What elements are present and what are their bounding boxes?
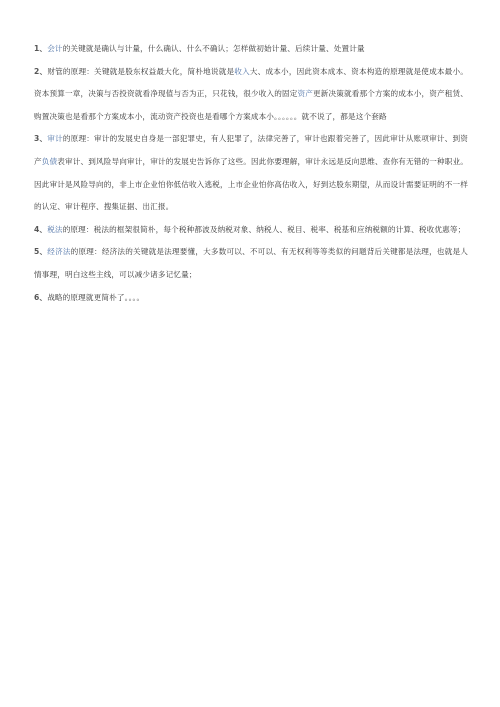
link-audit[interactable]: 审计 xyxy=(47,134,63,144)
paragraph-text: 更新决策就看那个方案的成本小，资产租赁、购置决策也是看那个方案成本小，流动资产投资也是看哪个方案成本小。。。。。。就不说了，都是这个套路 xyxy=(34,89,468,121)
paragraph-text: 战略的原理就更简朴了。。。。 xyxy=(47,292,145,302)
paragraph-text: 的关键就是确认与计量，什么确认、什么不确认；怎样做初始计量、后续计量、处置计量 xyxy=(62,44,365,53)
paragraph-text: 的原理：审计的发展史自身是一部犯罪史，有人犯罪了，法律完善了，审计也跟着完善了，因此审计从账项审计、到资产 xyxy=(34,134,468,166)
link-economic-law[interactable]: 经济法 xyxy=(47,247,71,257)
paragraph-accounting xyxy=(34,38,468,61)
link-assets[interactable]: 资产 xyxy=(297,89,313,99)
paragraph-text: 的原理：税法的框架很简朴，每个税种都波及纳税对象、纳税人、税目、税率、税基和应纳税额的计算、税收优惠等； xyxy=(62,224,466,234)
paragraph-text: 大、成本小，因此资本成本、资本构造的原理就是使成本最小。资本预算一章，决策与否投资就看净现值与否为正，只花钱，很少收入的固定 xyxy=(34,66,468,99)
link-income[interactable]: 收入 xyxy=(234,66,250,76)
paragraph-text: 表审计、到风险导向审计，审计的发展史告诉你了这些。因此你要理解，审计永远是反向思维、查你有无错的一种职业。因此审计是风险导向的，非上市企业怕你低估收入逃税，上市企业怕你高估收入，好到达股东期望，从而设计需要证明的不一样的认定、审计程序、搜集证据、出汇报。 xyxy=(34,156,468,212)
paragraph-financial-management xyxy=(34,61,468,129)
document-body xyxy=(34,38,468,309)
paragraph-tax-law xyxy=(34,219,468,242)
paragraph-text: 财管的原理：关键就是股东权益最大化，简朴地说就是 xyxy=(47,66,235,76)
link-accounting[interactable]: 会计 xyxy=(47,44,63,53)
paragraph-economic-law xyxy=(34,241,468,286)
link-liabilities[interactable]: 负债 xyxy=(41,156,58,166)
paragraph-text: 的原理：经济法的关键就是法理要懂，大多数可以、不可以、有无权利等等类似的问题背后关键都是法理，也就是人情事理，明白这些主线，可以减少诸多记忆量； xyxy=(34,247,468,279)
paragraph-audit xyxy=(34,128,468,218)
item-number: 2、 xyxy=(34,66,48,76)
paragraph-strategy xyxy=(34,287,468,310)
item-number: 1、 xyxy=(34,44,48,53)
item-number: 3、 xyxy=(34,134,48,144)
link-tax-law[interactable]: 税法 xyxy=(47,224,63,234)
item-number: 4、 xyxy=(34,224,48,234)
item-number: 5、 xyxy=(34,247,48,257)
item-number: 6、 xyxy=(34,292,48,302)
